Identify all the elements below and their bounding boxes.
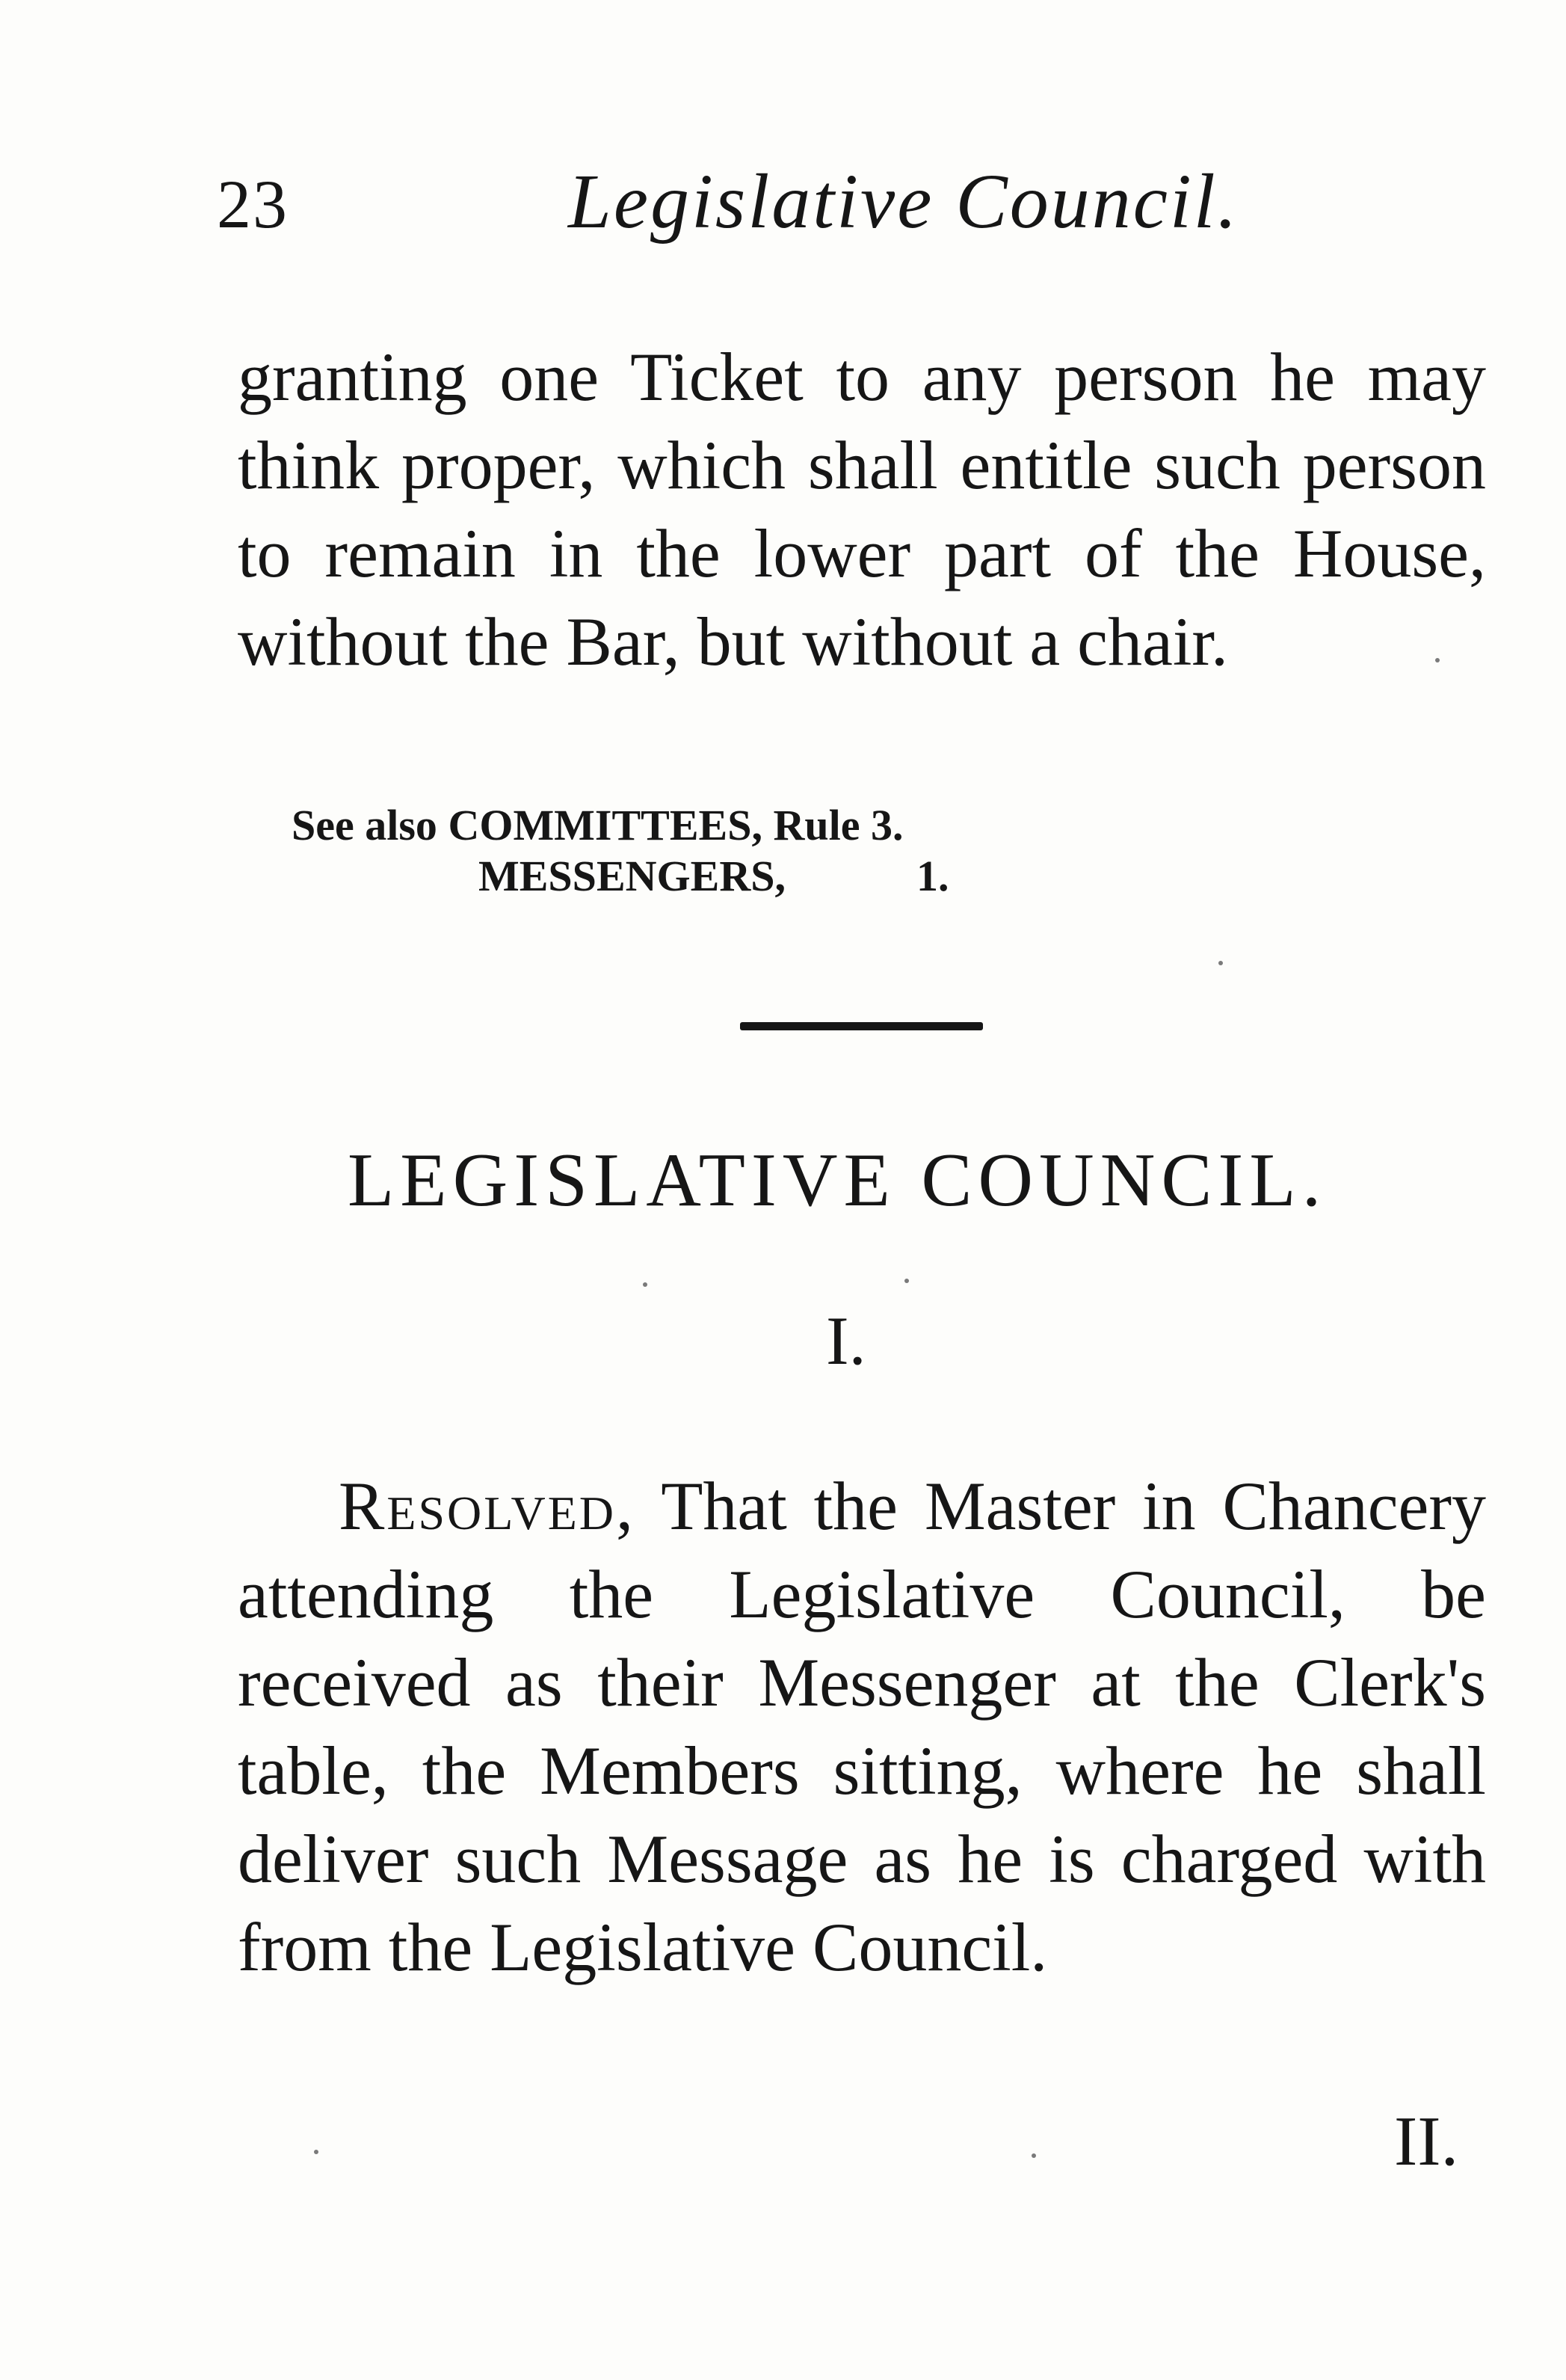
see-also-reference xyxy=(292,800,949,902)
running-title: Legislative Council. xyxy=(568,159,1239,245)
page-header xyxy=(217,150,1488,269)
section-divider xyxy=(740,1022,983,1030)
see-also-row-2 xyxy=(292,851,949,902)
page-number: 23 xyxy=(217,166,289,242)
catchword: II. xyxy=(1394,2103,1459,2180)
article-paragraph xyxy=(238,1462,1486,1991)
paper-speck xyxy=(1032,2153,1036,2158)
see-also-rule-messengers: 1. xyxy=(916,852,949,900)
see-also-entry-messengers: MESSENGERS, xyxy=(478,852,786,900)
paper-speck xyxy=(314,2150,318,2154)
paper-speck xyxy=(1435,658,1440,662)
paper-speck xyxy=(643,1282,647,1287)
paper-speck xyxy=(904,1279,909,1283)
paper-speck xyxy=(1218,961,1223,965)
article-number: I. xyxy=(826,1303,866,1379)
see-also-row-1 xyxy=(292,800,949,851)
article-text: That the Master in Chancery attending the Legislative Council, be received as their Messenger at the Clerk's table, the Members sitting, where he shall deliver such Message as he is charged with from the Legislative Council. xyxy=(238,1468,1486,1985)
see-also-prefix: See also xyxy=(292,801,437,849)
section-title: LEGISLATIVE COUNCIL. xyxy=(348,1138,1328,1223)
continuation-paragraph: granting one Ticket to any person he may think proper, which shall entitle such person to remain in the lower part of the House, without the Bar, but without a chair. xyxy=(238,339,1486,680)
article-lead-word: Resolved, xyxy=(339,1468,636,1544)
see-also-entry-committees: COMMITTEES, xyxy=(448,801,762,849)
see-also-rule-committees: Rule 3. xyxy=(773,801,904,849)
